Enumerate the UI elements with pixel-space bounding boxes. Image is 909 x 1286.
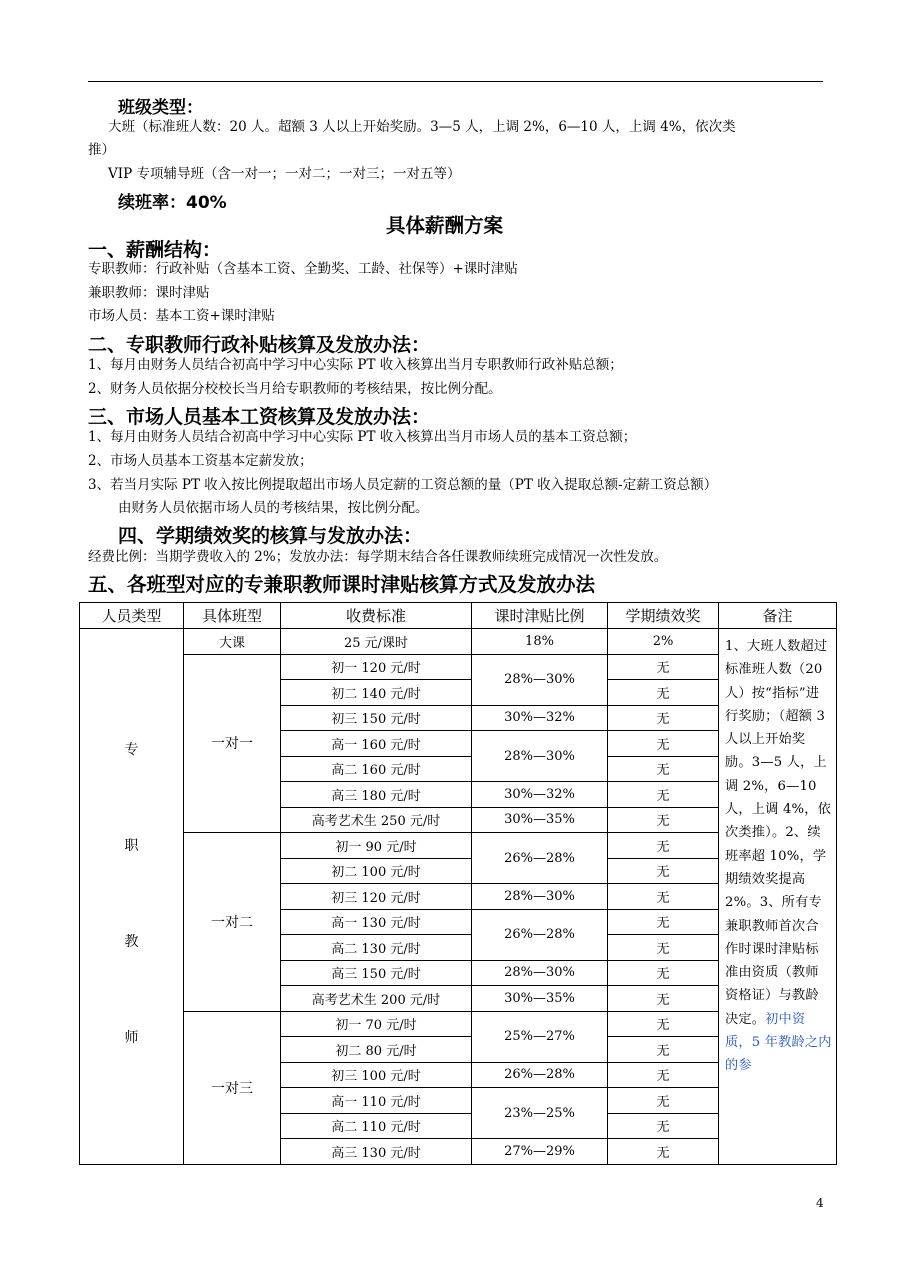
fee-cell: 高一 160 元/时 (281, 731, 472, 757)
bonus-cell: 无 (608, 782, 719, 808)
note-text: 1、大班人数超过标准班人数（20 人）按“指标”进行奖励；（超额 3 人以上开始奖励。3—5 人，上调 2%，6—10 人，上调 4%，依次类推）。2、续班率超 10%，学期绩效奖提高 2%。3、所有专兼职教师首次合作时课时津贴标准由资质（教师资格证）与教龄决定。 (725, 639, 832, 1027)
sec1-line: 兼职教师：课时津贴 (88, 285, 210, 301)
ratio-cell: 27%—29% (472, 1139, 608, 1165)
fee-cell: 初三 150 元/时 (281, 705, 472, 731)
vip-text: VIP 专项辅导班（含一对一；一对二；一对三；一对五等） (108, 166, 461, 182)
header-rule (88, 81, 823, 82)
sec1-heading: 一、薪酬结构： (88, 239, 222, 261)
group-cell: 一对二 (184, 833, 281, 1012)
salary-table (79, 602, 837, 1165)
sec3-line: 1、每月由财务人员结合初高中学习中心实际 PT 收入核算出当月市场人员的基本工资总额； (88, 429, 637, 445)
fee-cell: 高一 110 元/时 (281, 1088, 472, 1114)
ratio-cell: 28%—30% (472, 731, 608, 782)
fee-cell: 初二 140 元/时 (281, 680, 472, 706)
role-char: 师 (124, 1030, 139, 1046)
bonus-cell: 无 (608, 654, 719, 680)
role-char: 教 (124, 934, 139, 950)
ratio-cell: 25%—27% (472, 1011, 608, 1062)
sec2-heading: 二、专职教师行政补贴核算及发放办法： (88, 334, 431, 356)
sec3-heading: 三、市场人员基本工资核算及发放办法： (88, 406, 431, 428)
group-cell: 一对一 (184, 654, 281, 833)
bonus-cell: 无 (608, 731, 719, 757)
fee-cell: 初三 120 元/时 (281, 884, 472, 910)
bonus-cell: 无 (608, 705, 719, 731)
bonus-cell: 无 (608, 960, 719, 986)
bonus-cell: 2% (608, 629, 719, 655)
fee-cell: 初二 100 元/时 (281, 858, 472, 884)
bonus-cell: 无 (608, 884, 719, 910)
fee-cell: 高一 130 元/时 (281, 909, 472, 935)
table-row (80, 629, 837, 655)
page-number: 4 (816, 1196, 824, 1210)
page-title: 具体薪酬方案 (386, 214, 504, 237)
sec4-line: 经费比例：当期学费收入的 2%；发放办法：每学期末结合各任课教师续班完成情况一次性发放。 (88, 549, 668, 565)
role-char: 专 (124, 742, 139, 758)
bonus-cell: 无 (608, 1113, 719, 1139)
note-text-blue: 初中资质，5 年教龄之内的参 (725, 1011, 832, 1074)
bonus-cell: 无 (608, 909, 719, 935)
header-note: 备注 (719, 603, 837, 629)
large-class-text-cont: 推） (88, 142, 115, 158)
fee-cell: 高三 150 元/时 (281, 960, 472, 986)
bonus-cell: 无 (608, 1037, 719, 1063)
ratio-cell: 26%—28% (472, 909, 608, 960)
renewal-rate: 续班率：40% (118, 193, 227, 213)
note-cell (719, 629, 837, 1165)
ratio-cell: 28%—30% (472, 960, 608, 986)
class-type-cell: 大课 (184, 629, 281, 655)
fee-cell: 高二 160 元/时 (281, 756, 472, 782)
sec4-heading: 四、学期绩效奖的核算与发放办法： (118, 525, 423, 547)
fee-cell: 高三 180 元/时 (281, 782, 472, 808)
bonus-cell: 无 (608, 807, 719, 833)
fee-cell: 初一 90 元/时 (281, 833, 472, 859)
ratio-cell: 30%—32% (472, 705, 608, 731)
bonus-cell: 无 (608, 1062, 719, 1088)
fee-cell: 25 元/课时 (281, 629, 472, 655)
header-ratio: 课时津贴比例 (472, 603, 608, 629)
fee-cell: 高三 130 元/时 (281, 1139, 472, 1165)
bonus-cell: 无 (608, 858, 719, 884)
group-cell: 一对三 (184, 1011, 281, 1164)
fee-cell: 高考艺术生 250 元/时 (281, 807, 472, 833)
ratio-cell: 30%—35% (472, 986, 608, 1012)
ratio-cell: 23%—25% (472, 1088, 608, 1139)
ratio-cell: 26%—28% (472, 1062, 608, 1088)
header-class-type: 具体班型 (184, 603, 281, 629)
sec2-line: 1、每月由财务人员结合初高中学习中心实际 PT 收入核算出当月专职教师行政补贴总额； (88, 357, 623, 373)
ratio-cell: 28%—30% (472, 884, 608, 910)
sec3-line: 3、若当月实际 PT 收入按比例提取超出市场人员定薪的工资总额的量（PT 收入提取总额-定薪工资总额） (88, 477, 718, 493)
sec2-line: 2、财务人员依据分校校长当月给专职教师的考核结果，按比例分配。 (88, 381, 502, 397)
large-class-text: 大班（标准班人数：20 人。超额 3 人以上开始奖励。3—5 人，上调 2%，6—10 人，上调 4%，依次类 (108, 119, 736, 135)
sec3-line: 由财务人员依据市场人员的考核结果，按比例分配。 (118, 500, 429, 516)
bonus-cell: 无 (608, 935, 719, 961)
header-role: 人员类型 (80, 603, 184, 629)
ratio-cell: 26%—28% (472, 833, 608, 884)
header-bonus: 学期绩效奖 (608, 603, 719, 629)
ratio-cell: 30%—32% (472, 782, 608, 808)
fee-cell: 初二 80 元/时 (281, 1037, 472, 1063)
fee-cell: 初一 70 元/时 (281, 1011, 472, 1037)
role-cell (80, 629, 184, 1165)
ratio-cell: 28%—30% (472, 654, 608, 705)
bonus-cell: 无 (608, 1011, 719, 1037)
fee-cell: 高考艺术生 200 元/时 (281, 986, 472, 1012)
fee-cell: 高二 110 元/时 (281, 1113, 472, 1139)
bonus-cell: 无 (608, 1088, 719, 1114)
ratio-cell: 30%—35% (472, 807, 608, 833)
bonus-cell: 无 (608, 986, 719, 1012)
table-header-row (80, 603, 837, 629)
sec3-line: 2、市场人员基本工资基本定薪发放； (88, 453, 313, 469)
bonus-cell: 无 (608, 1139, 719, 1165)
sec1-line: 专职教师：行政补贴（含基本工资、全勤奖、工龄、社保等）+课时津贴 (88, 261, 518, 277)
bonus-cell: 无 (608, 680, 719, 706)
bonus-cell: 无 (608, 833, 719, 859)
fee-cell: 高二 130 元/时 (281, 935, 472, 961)
sec5-heading: 五、各班型对应的专兼职教师课时津贴核算方式及发放办法 (88, 573, 596, 596)
fee-cell: 初一 120 元/时 (281, 654, 472, 680)
class-types-heading: 班级类型： (118, 98, 203, 118)
bonus-cell: 无 (608, 756, 719, 782)
header-fee: 收费标准 (281, 603, 472, 629)
ratio-cell: 18% (472, 629, 608, 655)
fee-cell: 初三 100 元/时 (281, 1062, 472, 1088)
role-char: 职 (124, 838, 139, 854)
sec1-line: 市场人员：基本工资+课时津贴 (88, 308, 275, 324)
